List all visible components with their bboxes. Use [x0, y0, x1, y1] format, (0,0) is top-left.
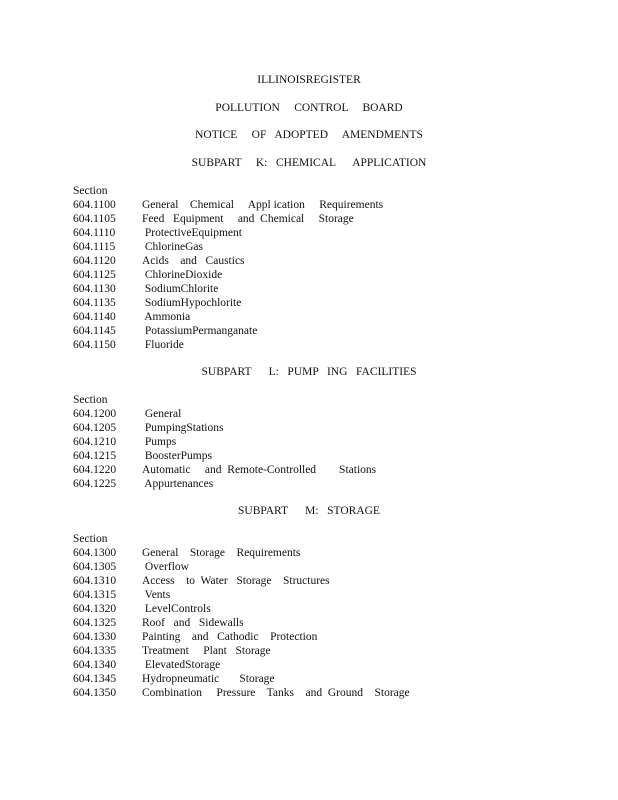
subpart-k-table: [73, 184, 593, 352]
section-title: Combination Pressure Tanks and Ground Storage: [142, 687, 410, 699]
section-number: 604.1210: [73, 436, 117, 448]
section-number: 604.1135: [73, 297, 116, 309]
subpart-k-heading: SUBPART K: CHEMICAL APPLICATION: [191, 157, 427, 169]
section-title: Treatment Plant Storage: [142, 645, 271, 657]
section-title: Overflow: [142, 561, 189, 573]
section-number: 604.1345: [73, 673, 117, 685]
section-title: General Storage Requirements: [142, 547, 301, 559]
section-title: SodiumChlorite: [142, 283, 219, 295]
table-row: [73, 240, 593, 254]
section-number: 604.1125: [73, 269, 116, 281]
section-title: SodiumHypochlorite: [142, 297, 242, 309]
table-row: [73, 630, 593, 644]
table-row: [73, 644, 593, 658]
section-number: 604.1130: [73, 283, 116, 295]
table-row: [73, 616, 593, 630]
section-title: General: [142, 408, 182, 420]
section-title: Hydropneumatic Storage: [142, 673, 275, 685]
subpart-m-heading: SUBPART M: STORAGE: [238, 505, 380, 517]
section-number: 604.1220: [73, 464, 117, 476]
table-row: [73, 212, 593, 226]
section-title: ElevatedStorage: [142, 659, 221, 671]
table-row: [73, 449, 593, 463]
table-row: [73, 254, 593, 268]
section-number: 604.1120: [73, 255, 116, 267]
notice-title: NOTICE OF ADOPTED AMENDMENTS: [195, 129, 423, 141]
table-row: [73, 198, 593, 212]
section-title: Appurtenances: [142, 478, 214, 490]
section-title: Roof and Sidewalls: [142, 617, 244, 629]
section-title: Pumps: [142, 436, 177, 448]
section-number: 604.1145: [73, 325, 116, 337]
section-number: 604.1215: [73, 450, 117, 462]
section-number: 604.1100: [73, 199, 116, 211]
table-row: [73, 268, 593, 282]
section-title: Access to Water Storage Structures: [142, 575, 330, 587]
section-number: 604.1320: [73, 603, 117, 615]
section-number: 604.1310: [73, 575, 117, 587]
section-title: Vents: [142, 589, 171, 601]
section-number: 604.1305: [73, 561, 117, 573]
table-row: [73, 672, 593, 686]
section-number: 604.1350: [73, 687, 117, 699]
table-row: [73, 560, 593, 574]
subpart-l-heading: SUBPART L: PUMP ING FACILITIES: [201, 366, 417, 378]
section-number: 604.1105: [73, 213, 116, 225]
section-number: 604.1205: [73, 422, 117, 434]
section-title: Acids and Caustics: [142, 255, 245, 267]
table-row: [73, 602, 593, 616]
section-number: 604.1115: [73, 241, 116, 253]
section-title: PotassiumPermanganate: [142, 325, 258, 337]
table-row: [73, 574, 593, 588]
section-title: Feed Equipment and Chemical Storage: [142, 213, 354, 225]
section-title: Ammonia: [142, 311, 191, 323]
section-number: 604.1300: [73, 547, 117, 559]
section-title: ChlorineDioxide: [142, 269, 223, 281]
table-row: [73, 407, 593, 421]
section-number: 604.1340: [73, 659, 117, 671]
section-number: 604.1200: [73, 408, 117, 420]
section-number: 604.1110: [73, 227, 116, 239]
section-number: 604.1315: [73, 589, 117, 601]
table-row: [73, 310, 593, 324]
table-row: [73, 296, 593, 310]
table-row: [73, 421, 593, 435]
table-row: [73, 282, 593, 296]
section-title: LevelControls: [142, 603, 211, 615]
subpart-l-table: [73, 393, 593, 491]
table-row: [73, 435, 593, 449]
table-row: [73, 686, 593, 700]
section-title: PumpingStations: [142, 422, 224, 434]
table-row: [73, 588, 593, 602]
table-row: [73, 463, 593, 477]
section-label: Section: [73, 533, 108, 545]
section-number: 604.1335: [73, 645, 117, 657]
section-title: BoosterPumps: [142, 450, 212, 462]
board-title: POLLUTION CONTROL BOARD: [215, 102, 403, 114]
register-title: ILLINOISREGISTER: [257, 74, 361, 86]
section-title: Painting and Cathodic Protection: [142, 631, 318, 643]
table-row: [73, 546, 593, 560]
table-row: [73, 226, 593, 240]
subpart-m-table: [73, 532, 593, 700]
section-title: General Chemical Appl ication Requirements: [142, 199, 384, 211]
section-title: Fluoride: [142, 339, 184, 351]
section-label: Section: [73, 394, 108, 406]
table-row: [73, 324, 593, 338]
table-row: [73, 658, 593, 672]
section-number: 604.1140: [73, 311, 116, 323]
section-title: ChlorineGas: [142, 241, 204, 253]
section-number: 604.1330: [73, 631, 117, 643]
section-title: ProtectiveEquipment: [142, 227, 242, 239]
table-row: [73, 338, 593, 352]
section-label: Section: [73, 185, 108, 197]
section-title: Automatic and Remote-Controlled Stations: [142, 464, 377, 476]
section-number: 604.1225: [73, 478, 117, 490]
section-number: 604.1325: [73, 617, 117, 629]
table-row: [73, 477, 593, 491]
section-number: 604.1150: [73, 339, 116, 351]
